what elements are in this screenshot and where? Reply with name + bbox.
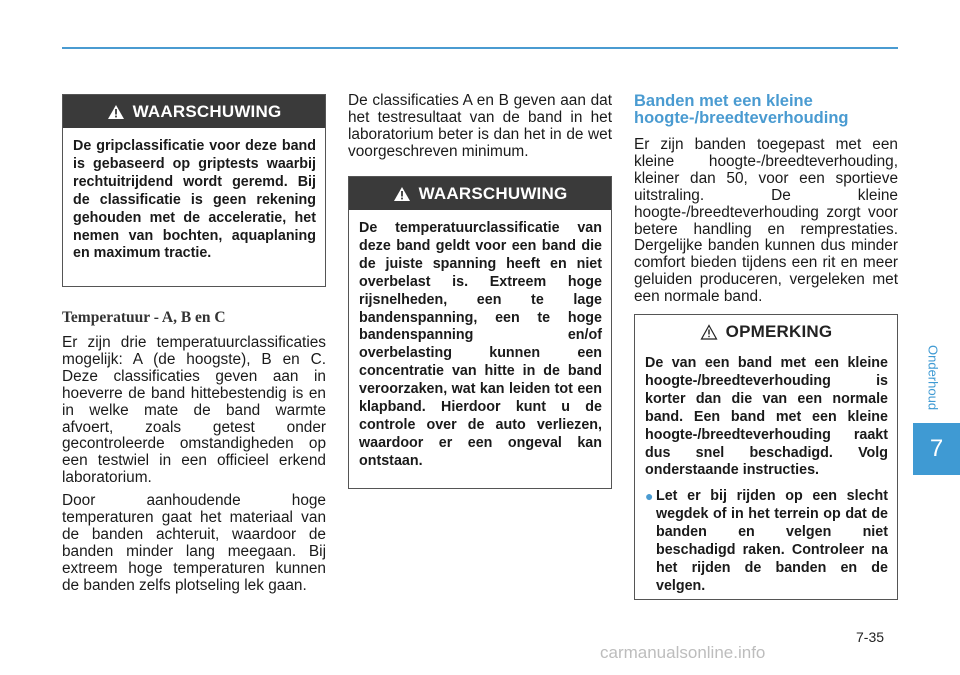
warning-triangle-icon — [393, 186, 411, 202]
paragraph: Er zijn banden toegepast met een kleine hoogte-/breedteverhouding, kleiner dan 50, voor een sportieve uitstraling. De kleine hoogte-/breedteverhouding zorgt voor betere handling en remprestaties. Dergelijke banden kunnen dus minder comfort bieden tijdens een rit en meer geluiden produceren, vergeleken met een normale band. — [634, 136, 898, 306]
warning-title: WAARSCHUWING — [418, 183, 568, 203]
note-bullet-item — [645, 488, 888, 595]
warning-header — [349, 177, 611, 210]
watermark: carmanualsonline.info — [600, 643, 766, 662]
top-rule — [62, 47, 898, 49]
note-bullet-text: Let er bij rijden op een slecht wegdek of in het terrein op dat de banden en velgen niet beschadigd raken. Controleer na het rijden de banden en de velgen. — [656, 488, 888, 594]
chapter-label: Onderhoud — [925, 345, 941, 411]
bullet-icon: ● — [645, 488, 654, 505]
warning-text: De temperatuurclassificatie van deze band geldt voor een band die de juiste spanning heeft en niet overbelast is. Extreem hoge rijsnelheden, een te lage bandenspanning, een te hoge bandenspanning en/of overbelasting kunnen een concentratie van hitte in de band veroorzaken, wat kan leiden tot een klapband. Hierdoor kunt u de controle over de auto verliezen, waardoor er een ongeval kan ontstaan. — [359, 220, 602, 469]
warning-box-grip — [62, 94, 326, 287]
warning-box-temperature — [348, 176, 612, 489]
warning-title: WAARSCHUWING — [132, 101, 282, 121]
page-number: 7-35 — [856, 629, 885, 645]
paragraph: Er zijn drie temperatuurclassificaties mogelijk: A (de hoogste), B en C. Deze classificaties geven aan in hoeverre de band hittebestendig is en in welke mate de band warmte afvoert, zoals getest onder gecontroleerde omstandigheden op een testwiel in een officieel erkend laboratorium. — [62, 334, 326, 487]
section-heading-small-tyres: Banden met een kleine hoogte-/breedteverhouding — [634, 92, 849, 127]
note-box — [634, 314, 898, 600]
warning-triangle-icon — [107, 104, 125, 120]
warning-text: De gripclassificatie voor deze band is gebaseerd op griptests waarbij rechtuitrijdend wordt geremd. Bij de classificatie is geen rekening gehouden met de acceleratie, het nemen van bochten, aquaplaning en maximum tractie. — [73, 138, 316, 262]
section-heading-temperature: Temperatuur - A, B en C — [62, 309, 226, 326]
caution-triangle-icon — [700, 324, 718, 340]
note-title: OPMERKING — [725, 322, 833, 341]
chapter-tab: 7 — [913, 423, 960, 475]
note-header — [635, 315, 897, 349]
paragraph: De classificaties A en B geven aan dat het testresultaat van de band in het laboratorium beter is dan het in de wet voorgeschreven minimum. — [348, 92, 612, 160]
note-text: De van een band met een kleine hoogte-/breedteverhouding is korter dan die van een normale band. Een band met een kleine hoogte-/breedteverhouding raakt dus snel beschadigd. Volg onderstaande instructies. — [645, 355, 888, 479]
warning-header — [63, 95, 325, 128]
paragraph: Door aanhoudende hoge temperaturen gaat het materiaal van de banden achteruit, waardoor de banden minder lang meegaan. Bij extreem hoge temperaturen kunnen de banden zelfs plotseling lek gaan. — [62, 492, 326, 594]
note-body — [635, 349, 897, 606]
